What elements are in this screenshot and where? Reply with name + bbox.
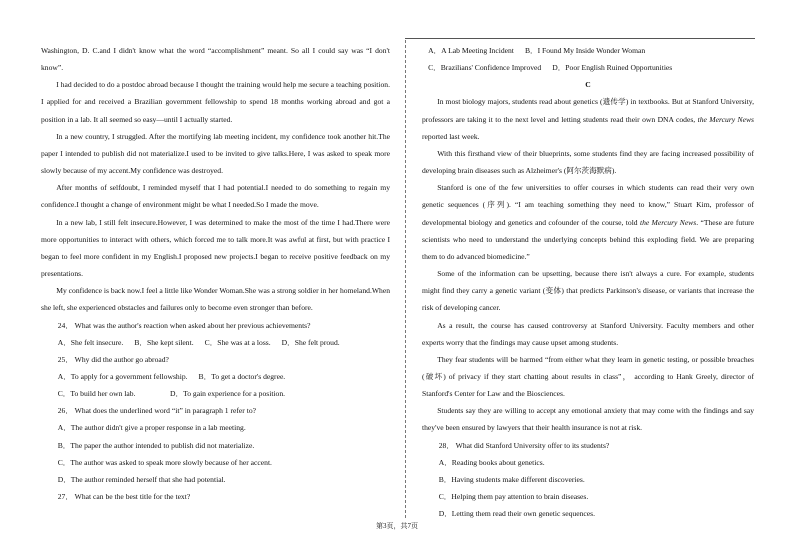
question-26: 26． What does the underlined word “it” in paragraph 1 refer to? [57,406,256,416]
option-b[interactable]: B．The paper the author intended to publish did not materialize. [57,440,255,450]
option-c[interactable]: C．She was at a loss. [204,337,271,347]
paragraph: My confidence is back now.I feel a little like Wonder Woman.She was a strong soldier in her homeland.When she left, she experienced obstacles and failures only to become even stronger than before. [41,286,390,313]
paragraph-text: reported last week. [422,131,480,141]
option-c[interactable]: C．Brazilians' Confidence Improved [428,63,542,73]
option-a[interactable]: A．To apply for a government fellowship. [57,371,188,381]
right-column [422,42,754,522]
top-rule [405,38,755,39]
options-27-row2 [422,59,754,76]
option-a[interactable]: A．Reading books about genetics. [438,457,545,467]
newspaper-name: the Mercury News [639,217,697,227]
paragraph: In a new lab, I still felt insecure.However, I was determined to make the most of the time I had.There were more opportunities to interact with others, which forced me to talk more.It was awful at first, but with practice I began to feel more confident in my English.I proposed new projects.I began to receive positive feedback on my presentations. [41,217,390,279]
column-divider [405,40,406,518]
section-heading: C [585,80,591,90]
question-27: 27． What can be the best title for the text? [57,492,191,502]
paragraph: They fear students will be harmed “from either what they learn in genetic testing, or possible breaches (破坏) of privacy if they start chatting about results in class”， according to Hank Greely, director of Stanford's Center for Law and the Biosciences. [422,354,754,399]
option-a[interactable]: A．She felt insecure. [57,337,124,347]
paragraph: With this firsthand view of their blueprints, some students find they are facing increased possibility of developing brain diseases such as Alzheimer's (阿尔茨海默病). [422,148,754,176]
paragraph-text: Stanford is one of the few universities to offer courses in which students can read their very own genetic sequences (序列). “I am teaching something they need to know,” Stuart Kim, professor of developmental biology and genetics and cofounder of the course, told [422,183,754,227]
option-c[interactable]: C．Helping them pay attention to brain diseases. [438,492,589,502]
paragraph: Some of the information can be upsetting, because there isn't always a cure. For example, students might find they carry a genetic variant (变体) that predicts Parkinson's disease, or variants that increase the risk of developing cancer. [422,269,754,313]
question-28: 28． What did Stanford University offer to its students? [438,440,610,450]
question-24: 24． What was the author's reaction when asked about her previous achievements? [57,320,311,330]
paragraph: As a result, the course has caused controversy at Stanford University. Faculty members and other experts worry that the findings may cause upset among students. [422,320,754,347]
options-25-row2 [41,385,390,402]
paragraph-text: In most biology majors, students read about genetics (遗传学) in textbooks. But at Stanford University, professors are taking it to the next level and letting students read their own DNA codes, [422,97,754,124]
options-25-row1 [41,368,390,385]
option-d[interactable]: D．To gain experience for a position. [170,389,286,399]
paragraph: After months of selfdoubt, I reminded myself that I had potential.I needed to do something to regain my confidence.I thought a change of environment might be what I needed.So I made the move. [41,183,390,210]
option-c[interactable]: C．The author was asked to speak more slowly because of her accent. [57,457,272,467]
paragraph: Students say they are willing to accept any emotional anxiety that may come with the findings and say they've been ensured by lawyers that their health insurance is not at risk. [422,406,754,433]
options-27-row1 [422,42,754,59]
option-b[interactable]: B．To get a doctor's degree. [198,371,286,381]
option-a[interactable]: A．A Lab Meeting Incident [428,46,514,55]
page-number: 第3页，共7页 [376,522,418,530]
option-d[interactable]: D．Poor English Ruined Opportunities [552,63,673,73]
option-d[interactable]: D．She felt proud. [281,337,340,347]
question-25: 25． Why did the author go abroad? [57,354,169,364]
paragraph-text: . “These are future scientists who need to understand the underlying concepts behind this exploding field. We are preparing them to do advanced biomedicine.” [422,217,755,261]
paragraph: I had decided to do a postdoc abroad because I thought the training would help me secure a teaching position. I applied for and received a Brazilian government fellowship to spend 18 months working abroad and got a position in a lab. It all seemed so easy—until I actually started. [41,80,390,124]
option-b[interactable]: B．She kept silent. [134,337,194,347]
option-d[interactable]: D．Letting them read their own genetic sequences. [438,509,595,519]
paragraph [422,93,754,144]
option-d[interactable]: D．The author reminded herself that she had potential. [57,474,226,484]
option-b[interactable]: B．I Found My Inside Wonder Woman [524,46,646,55]
option-b[interactable]: B．Having students make different discoveries. [438,474,585,484]
option-c[interactable]: C．To build her own lab. [57,389,136,399]
paragraph [422,179,754,265]
option-a[interactable]: A．The author didn't give a proper response in a lab meeting. [57,423,246,433]
left-column [41,42,390,505]
options-24 [41,334,390,351]
newspaper-name: the Mercury News [697,114,754,124]
paragraph: Washington, D. C.and I didn't know what the word “accomplishment” meant. So all I could say was “I don't know”. [41,46,390,73]
paragraph: In a new country, I struggled. After the mortifying lab meeting incident, my confidence took another hit.The paper I intended to publish did not materialize.I used to be invited to give talks.Here, I was asked to speak more slowly because of my accent.My confidence was destroyed. [41,131,390,176]
